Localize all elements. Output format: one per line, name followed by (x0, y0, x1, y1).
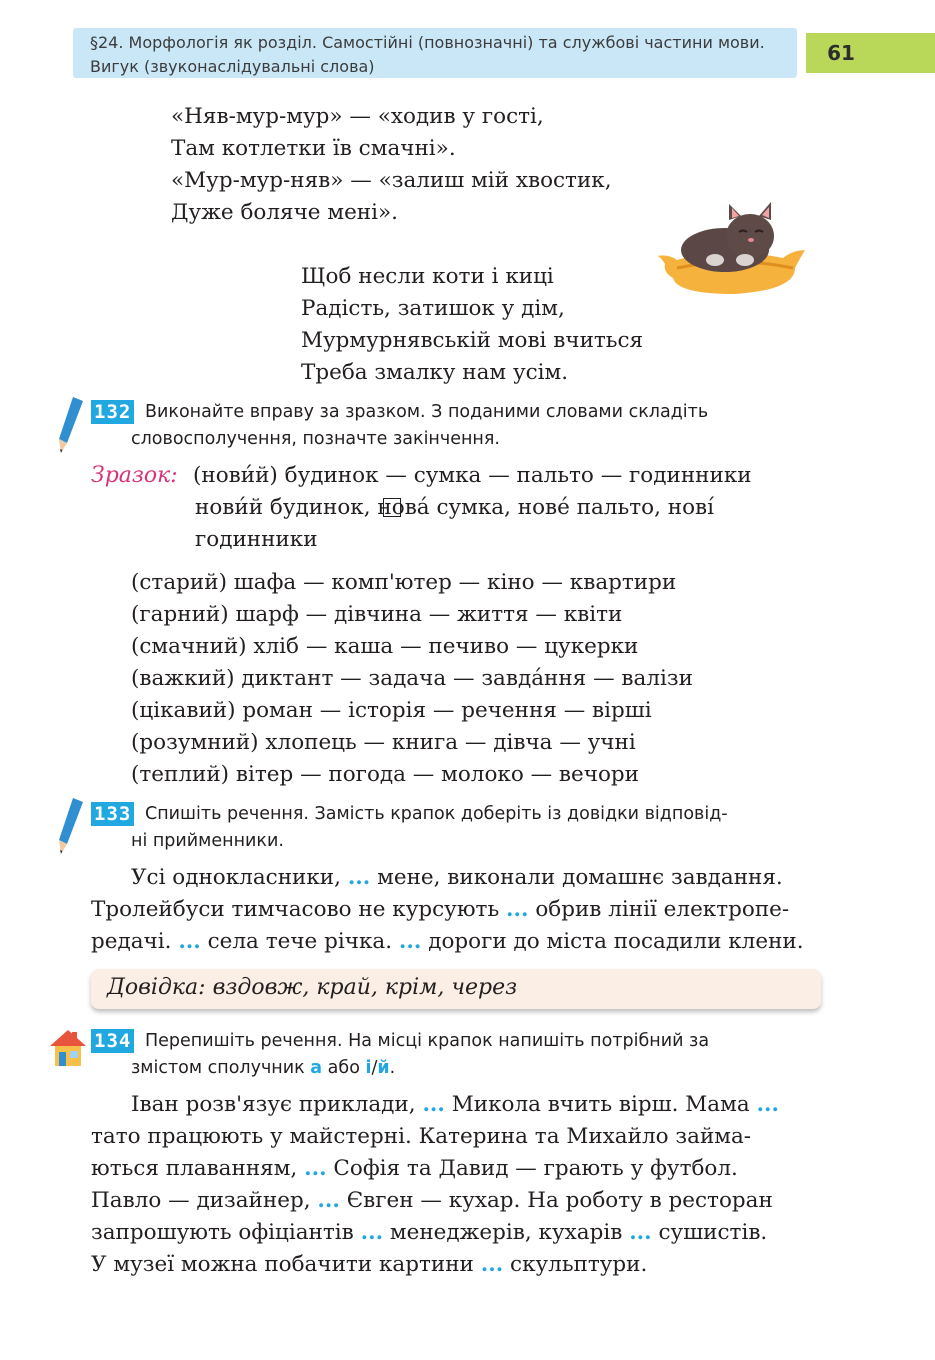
exercise-row: (цікавий) роман — історія — речення — вірші (131, 698, 652, 723)
exercise-row: (важкий) диктант — задача — завда́ння — валізи (131, 666, 693, 691)
exercise-134-task: Перепишіть речення. На місці крапок напишіть потрібний за (145, 1031, 710, 1051)
blank-dots: ... (422, 1092, 445, 1117)
text: Павло — дизайнер, (91, 1188, 311, 1213)
exercise-row: (старий) шафа — комп'ютер — кіно — квартири (131, 570, 677, 595)
house-icon (46, 1026, 90, 1068)
conjunction-a: а (310, 1058, 323, 1078)
period: . (389, 1058, 396, 1078)
sample-label: Зразок: (91, 463, 178, 488)
exercise-132-task (145, 399, 708, 426)
blank-dots: ... (629, 1220, 652, 1245)
exercise-number-134: 134 (91, 1029, 134, 1053)
exercise-row: (смачний) хліб — каша — печиво — цукерки (131, 634, 639, 659)
text: ються плаванням, (91, 1156, 298, 1181)
header-title-line2: Вигук (звуконаслідувальні слова) (90, 57, 375, 76)
text: менеджерів, кухарів (389, 1220, 623, 1245)
text: обрив лінії електропе- (535, 897, 790, 922)
ex134-line-6 (91, 1252, 647, 1277)
pencil-icon (55, 796, 87, 856)
text: Микола вчить вірш. Мама (451, 1092, 750, 1117)
sample-line-1: (нови́й) будинок — сумка — пальто — годинники (193, 463, 752, 488)
blank-dots: ... (506, 897, 529, 922)
ex134-line-5 (91, 1220, 767, 1245)
poem-line: Там котлетки їв смачні». (171, 136, 456, 161)
ex134-line-4 (91, 1188, 773, 1213)
text: змістом сполучник (131, 1058, 305, 1078)
exercise-132-task-cont (131, 426, 500, 453)
poem-line: Щоб несли коти і киці (301, 264, 554, 289)
conjunction-i: і (365, 1058, 372, 1078)
text: Євген — кухар. На роботу в ресторан (346, 1188, 773, 1213)
text: Усі однокласники, (131, 865, 341, 890)
exercise-number-132: 132 (91, 400, 134, 424)
blank-dots: ... (347, 865, 371, 890)
text: села тече річка. (207, 929, 393, 954)
task-line: Виконайте вправу за зразком. З поданими словами складіть (145, 402, 709, 422)
ex134-line-1 (131, 1092, 779, 1117)
zero-ending-box (383, 498, 401, 517)
blank-dots: ... (756, 1092, 779, 1117)
text: сушистів. (658, 1220, 768, 1245)
exercise-row: (теплий) вітер — погода — молоко — вечори (131, 762, 640, 787)
sample-line-3: годинники (195, 527, 318, 552)
text: У музеї можна побачити картини (91, 1252, 474, 1277)
ex134-line-3 (91, 1156, 738, 1181)
exercise-row: (розумний) хлопець — книга — дівча — учні (131, 730, 636, 755)
pencil-icon (55, 395, 87, 455)
ex134-line-2: тато працюють у майстерні. Катерина та Михайло займа- (91, 1124, 752, 1149)
text: Іван розв'язує приклади, (131, 1092, 416, 1117)
blank-dots: ... (480, 1252, 504, 1277)
text: або (327, 1058, 360, 1078)
ex133-line-3 (91, 929, 804, 954)
poem-line: Дуже боляче мені». (171, 200, 398, 225)
text: мене, виконали домашнє завдання. (377, 865, 783, 890)
blank-dots: ... (398, 929, 422, 954)
text: запрошують офіціантів (91, 1220, 354, 1245)
poem-line: «Няв-мур-мур» — «ходив у гості, (171, 104, 544, 129)
header-title-line1: §24. Морфологія як розділ. Самостійні (повнозначні) та службові частини мови. (90, 33, 765, 52)
conjunction-y: й (377, 1058, 390, 1078)
cat-on-pillow-illustration (655, 198, 810, 300)
slash: / (371, 1058, 378, 1078)
blank-dots: ... (178, 929, 201, 954)
poem-line: Треба змалку нам усім. (301, 360, 569, 385)
poem-line: Радість, затишок у дім, (301, 296, 565, 321)
reference-text: Довідка: вздовж, край, крім, через (107, 975, 518, 1000)
poem-line: Мурмурнявській мові вчиться (301, 328, 644, 353)
poem-line: «Мур-мур-няв» — «залиш мій хвостик, (171, 168, 612, 193)
text: скульптури. (510, 1252, 648, 1277)
exercise-134-task-cont (131, 1055, 395, 1082)
blank-dots: ... (304, 1156, 327, 1181)
sample-line-2-text: нови́й будинок, нова́ сумка, нове́ пальто, нові́ (195, 495, 714, 520)
exercise-133-task: Спишіть речення. Замість крапок доберіть із довідки відповід- (145, 804, 728, 824)
text: дороги до міста посадили клени. (428, 929, 804, 954)
text: Софія та Давид — грають у футбол. (333, 1156, 738, 1181)
exercise-133-task-cont: ні прийменники. (131, 831, 284, 851)
ex133-line-1 (131, 865, 783, 890)
sample-line-2 (195, 495, 714, 520)
task-line: словосполучення, позначте закінчення. (131, 429, 500, 449)
blank-dots: ... (360, 1220, 384, 1245)
header-title (90, 31, 795, 79)
exercise-row: (гарний) шарф — дівчина — життя — квіти (131, 602, 623, 627)
ex133-line-2 (91, 897, 789, 922)
exercise-number-133: 133 (91, 802, 134, 826)
blank-dots: ... (317, 1188, 340, 1213)
text: редачі. (91, 929, 172, 954)
page-number: 61 (827, 41, 855, 65)
text: Тролейбуси тимчасово не курсують (91, 897, 500, 922)
